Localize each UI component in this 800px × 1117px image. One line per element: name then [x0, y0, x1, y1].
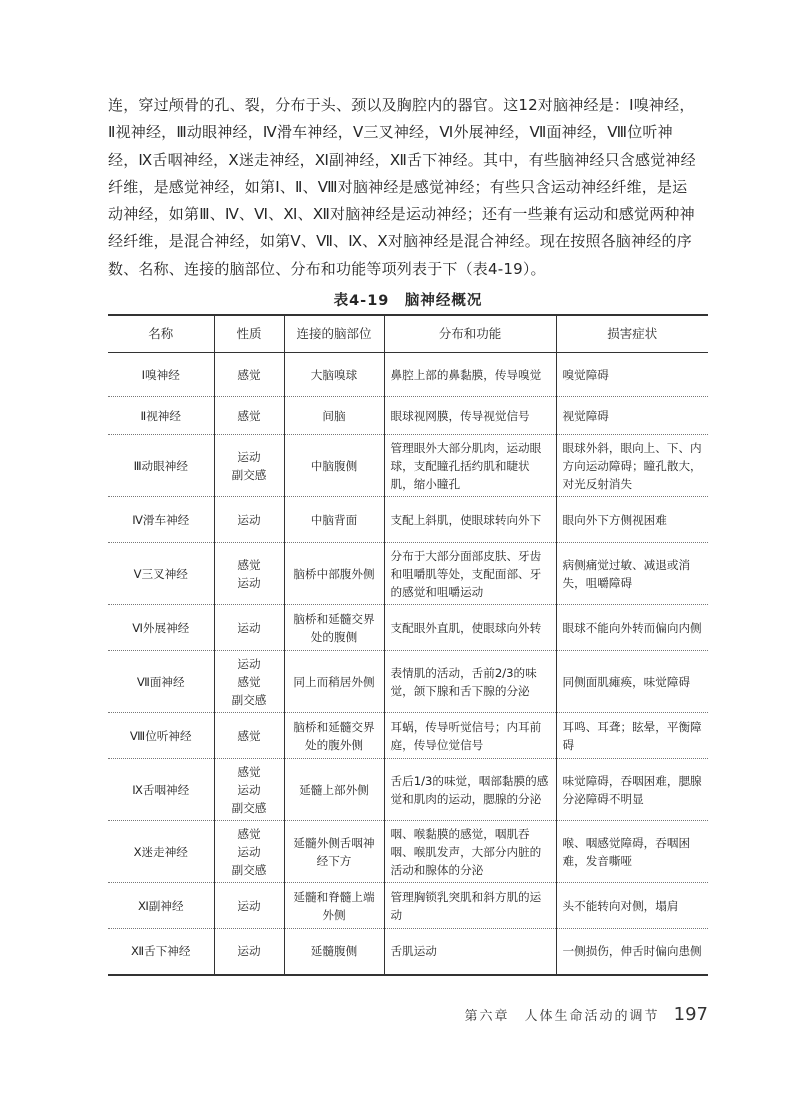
- nerve-nature: [214, 929, 284, 975]
- nerve-name: Ⅴ三叉神经: [108, 543, 214, 605]
- intro-line: 经纤维，是混合神经，如第Ⅴ、Ⅶ、Ⅸ、Ⅹ对脑神经是混合神经。现在按照各脑神经的序: [108, 232, 692, 251]
- header-name: 名称: [108, 315, 214, 353]
- distribution-function: 咽、喉黏膜的感觉，咽肌吞咽、喉肌发声，大部分内脏的活动和腺体的分泌: [384, 821, 556, 883]
- nerve-nature: [214, 497, 284, 543]
- distribution-function: 眼球视网膜，传导视觉信号: [384, 397, 556, 435]
- distribution-function: 舌后1/3的味觉，咽部黏膜的感觉和肌肉的运动，腮腺的分泌: [384, 759, 556, 821]
- nature-item: 感觉: [237, 764, 261, 779]
- brain-part: 脑桥中部腹外侧: [284, 543, 384, 605]
- damage-symptoms: 视觉障碍: [556, 397, 708, 435]
- brain-part: 延髓腹侧: [284, 929, 384, 975]
- nerve-name: Ⅶ面神经: [108, 651, 214, 713]
- header-brain-part: 连接的脑部位: [284, 315, 384, 353]
- table-title: 表4-19 脑神经概况: [333, 293, 483, 310]
- nerve-nature: [214, 713, 284, 759]
- nature-item: 运动: [237, 898, 261, 913]
- nerve-nature: [214, 435, 284, 497]
- nature-item: 感觉: [237, 367, 261, 382]
- header-distribution-function: 分布和功能: [384, 315, 556, 353]
- damage-symptoms: 眼向外下方侧视困难: [556, 497, 708, 543]
- brain-part: 延髓和脊髓上端外侧: [284, 883, 384, 929]
- intro-line: 纤维，是感觉神经，如第Ⅰ、Ⅱ、Ⅷ对脑神经是感觉神经；有些只含运动神经纤维，是运: [108, 177, 688, 196]
- damage-symptoms: 眼球外斜，眼向上、下、内方向运动障碍；瞳孔散大，对光反射消失: [556, 435, 708, 497]
- intro-line: Ⅱ视神经，Ⅲ动眼神经，Ⅳ滑车神经，Ⅴ三叉神经，Ⅵ外展神经，Ⅶ面神经，Ⅷ位听神: [108, 123, 673, 142]
- intro-line: 连，穿过颅骨的孔、裂，分布于头、颈以及胸腔内的器官。这12对脑神经是：Ⅰ嗅神经，: [108, 96, 695, 114]
- brain-part: 中脑腹侧: [284, 435, 384, 497]
- nerve-name: Ⅳ滑车神经: [108, 497, 214, 543]
- intro-line: 动神经，如第Ⅲ、Ⅳ、Ⅵ、Ⅺ、Ⅻ对脑神经是运动神经；还有一些兼有运动和感觉两种神: [108, 205, 695, 224]
- header-damage-symptoms: 损害症状: [556, 315, 708, 353]
- nature-item: 感觉: [237, 557, 261, 572]
- nerve-nature: [214, 759, 284, 821]
- distribution-function: 舌肌运动: [384, 929, 556, 975]
- nerve-name: Ⅸ舌咽神经: [108, 759, 214, 821]
- nerve-name: Ⅵ外展神经: [108, 605, 214, 651]
- nature-item: 副交感: [231, 862, 267, 877]
- distribution-function: 支配眼外直肌，使眼球向外转: [384, 605, 556, 651]
- distribution-function: 支配上斜肌，使眼球转向外下: [384, 497, 556, 543]
- damage-symptoms: 同侧面肌瘫痪，味觉障碍: [556, 651, 708, 713]
- table-row: [108, 435, 708, 497]
- nature-item: 运动: [237, 844, 261, 859]
- brain-part: 脑桥和延髓交界处的腹侧: [284, 605, 384, 651]
- nerve-name: Ⅲ动眼神经: [108, 435, 214, 497]
- intro-line: 数、名称、连接的脑部位、分布和功能等项列表于下（表4-19）。: [108, 259, 546, 278]
- damage-symptoms: 病侧痛觉过敏、减退或消失，咀嚼障碍: [556, 543, 708, 605]
- table-body: [108, 353, 708, 975]
- distribution-function: 鼻腔上部的鼻黏膜，传导嗅觉: [384, 353, 556, 397]
- nerve-name: Ⅻ舌下神经: [108, 929, 214, 975]
- nerve-name: Ⅹ迷走神经: [108, 821, 214, 883]
- brain-part: 间脑: [284, 397, 384, 435]
- nature-item: 运动: [237, 512, 261, 527]
- table-row: [108, 353, 708, 397]
- table-header-row: [108, 315, 708, 353]
- damage-symptoms: 喉、咽感觉障碍，吞咽困难，发音嘶哑: [556, 821, 708, 883]
- brain-part: 中脑背面: [284, 497, 384, 543]
- brain-part: 延髓外侧舌咽神经下方: [284, 821, 384, 883]
- page-footer: [108, 1004, 708, 1025]
- brain-part: 脑桥和延髓交界处的腹外侧: [284, 713, 384, 759]
- distribution-function: 管理眼外大部分肌肉，运动眼球，支配瞳孔括约肌和睫状肌，缩小瞳孔: [384, 435, 556, 497]
- nature-item: 副交感: [231, 467, 267, 482]
- distribution-function: 分布于大部分面部皮肤、牙齿和咀嚼肌等处，支配面部、牙的感觉和咀嚼运动: [384, 543, 556, 605]
- brain-part: 同上而稍居外侧: [284, 651, 384, 713]
- nerve-name: Ⅰ嗅神经: [108, 353, 214, 397]
- intro-paragraph: [108, 92, 708, 283]
- page-number: 197: [673, 1004, 708, 1025]
- nature-item: 运动: [237, 620, 261, 635]
- nerve-name: Ⅷ位听神经: [108, 713, 214, 759]
- page-content: [108, 92, 708, 976]
- brain-part: 大脑嗅球: [284, 353, 384, 397]
- nature-item: 感觉: [237, 674, 261, 689]
- damage-symptoms: 耳鸣、耳聋；眩晕，平衡障碍: [556, 713, 708, 759]
- nature-item: 运动: [237, 449, 261, 464]
- intro-line: 经，Ⅸ舌咽神经，Ⅹ迷走神经，Ⅺ副神经，Ⅻ舌下神经。其中，有些脑神经只含感觉神经: [108, 150, 696, 169]
- nerve-nature: [214, 651, 284, 713]
- nature-item: 感觉: [237, 408, 261, 423]
- nerve-nature: [214, 397, 284, 435]
- nerve-nature: [214, 605, 284, 651]
- nerve-nature: [214, 883, 284, 929]
- nature-item: 运动: [237, 575, 261, 590]
- nerve-name: Ⅺ副神经: [108, 883, 214, 929]
- nature-item: 运动: [237, 656, 261, 671]
- table-row: [108, 543, 708, 605]
- damage-symptoms: 眼球不能向外转而偏向内侧: [556, 605, 708, 651]
- cranial-nerve-table: [108, 314, 708, 976]
- nature-item: 感觉: [237, 826, 261, 841]
- nature-item: 运动: [237, 782, 261, 797]
- table-row: [108, 397, 708, 435]
- nature-item: 感觉: [237, 728, 261, 743]
- distribution-function: 耳蜗，传导听觉信号；内耳前庭，传导位觉信号: [384, 713, 556, 759]
- nature-item: 副交感: [231, 692, 267, 707]
- table-row: [108, 929, 708, 975]
- nature-item: 运动: [237, 944, 261, 959]
- nature-item: 副交感: [231, 800, 267, 815]
- table-row: [108, 759, 708, 821]
- brain-part: 延髓上部外侧: [284, 759, 384, 821]
- nerve-nature: [214, 353, 284, 397]
- table-row: [108, 497, 708, 543]
- nerve-nature: [214, 821, 284, 883]
- damage-symptoms: 一侧损伤，伸舌时偏向患侧: [562, 944, 702, 959]
- distribution-function: 表情肌的活动，舌前2/3的味觉，颌下腺和舌下腺的分泌: [384, 651, 556, 713]
- damage-symptoms: 味觉障碍，吞咽困难，腮腺分泌障碍不明显: [556, 759, 708, 821]
- table-row: [108, 883, 708, 929]
- table-row: [108, 713, 708, 759]
- header-nature: 性质: [214, 315, 284, 353]
- table-row: [108, 651, 708, 713]
- chapter-title: 第六章 人体生命活动的调节: [464, 1009, 660, 1024]
- table-row: [108, 821, 708, 883]
- nerve-nature: [214, 543, 284, 605]
- damage-symptoms: 嗅觉障碍: [556, 353, 708, 397]
- distribution-function: 管理胸锁乳突肌和斜方肌的运动: [384, 883, 556, 929]
- nerve-name: Ⅱ视神经: [108, 397, 214, 435]
- table-row: [108, 605, 708, 651]
- damage-symptoms: 头不能转向对侧，塌肩: [556, 883, 708, 929]
